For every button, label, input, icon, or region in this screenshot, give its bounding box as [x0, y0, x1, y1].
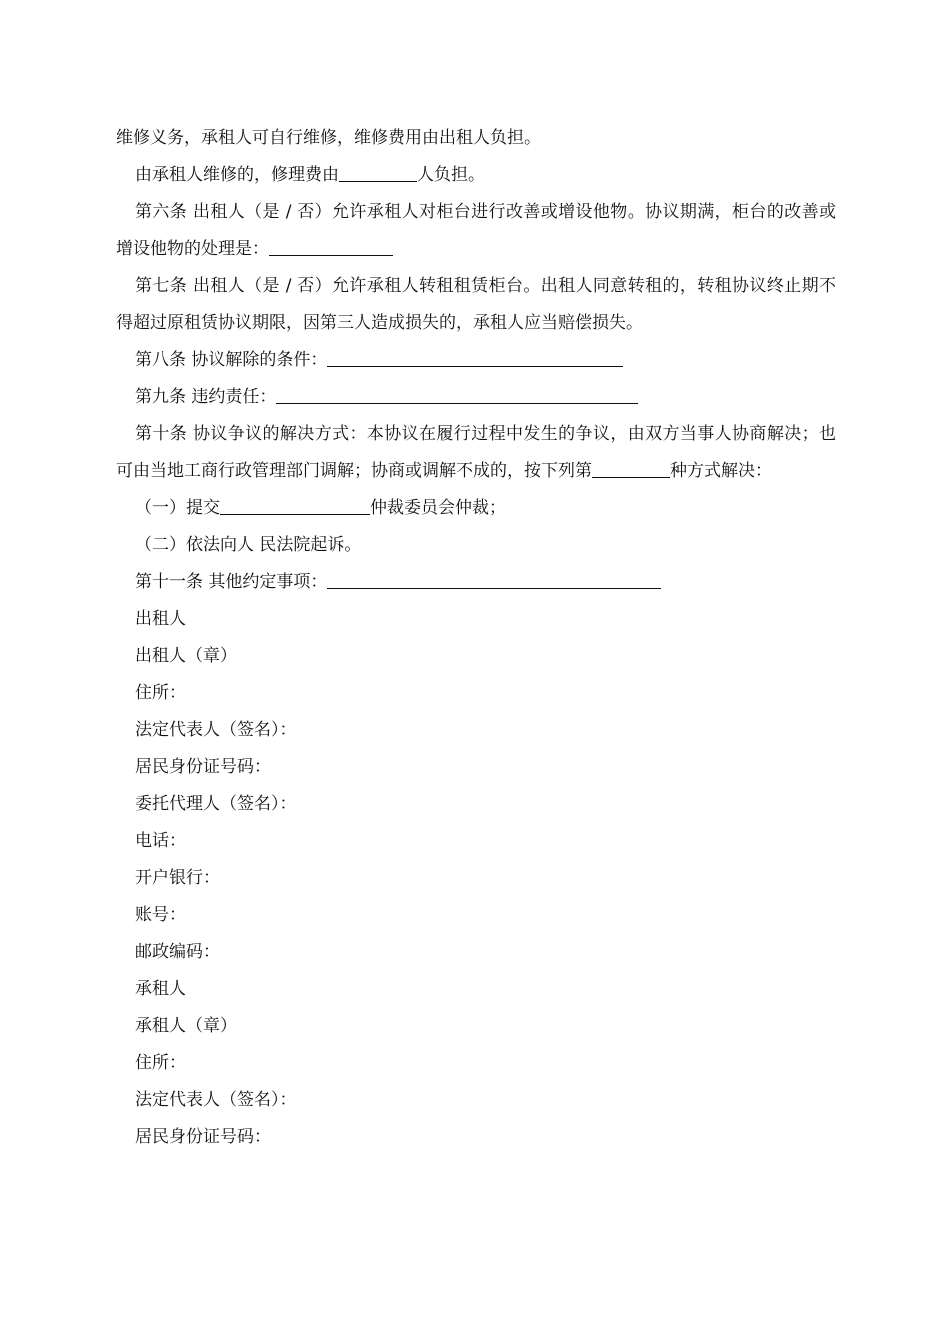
lessee-seal: 承租人（章） [135, 1016, 237, 1036]
article-11-blank [327, 566, 661, 589]
lessee-address: 住所： [135, 1053, 186, 1073]
article-9-blank [276, 381, 638, 404]
lessor-title: 出租人 [135, 609, 186, 629]
option-litigation: （二）依法向人 民法院起诉。 [135, 535, 362, 555]
article-8 [116, 342, 836, 379]
lessor-legal-rep: 法定代表人（签名）： [135, 720, 297, 740]
repair-cost-text-end: 人负担。 [417, 165, 485, 185]
lessor-account: 账号： [135, 905, 186, 925]
article-6-text: 第六条 出租人（是 / 否）允许承租人对柜台进行改善或增设他物。协议期满，柜台的改善或增设他物的处理是： [116, 202, 836, 259]
document-page [116, 120, 836, 1156]
article-6 [116, 194, 836, 268]
article-10-text: 第十条 协议争议的解决方式：本协议在履行过程中发生的争议，由双方当事人协商解决；也可由当地工商行政管理部门调解；协商或调解不成的，按下列第 [116, 424, 836, 481]
article-8-blank [327, 344, 623, 367]
paragraph-repair-cost [116, 157, 836, 194]
article-10 [116, 416, 836, 490]
repair-cost-text: 由承租人维修的，修理费由 [135, 165, 339, 185]
lessor-postcode: 邮政编码： [135, 942, 220, 962]
lessee-legal-rep: 法定代表人（签名）： [135, 1090, 297, 1110]
lessor-id-number: 居民身份证号码： [135, 757, 271, 777]
article-11 [116, 564, 836, 601]
option-arbitration-text: （一）提交 [135, 498, 220, 518]
lessor-phone: 电话： [135, 831, 186, 851]
article-6-blank [269, 233, 393, 256]
article-10-text-end: 种方式解决： [670, 461, 772, 481]
option-arbitration-text-end: 仲裁委员会仲裁； [370, 498, 506, 518]
option-arbitration [116, 490, 836, 527]
arbitration-blank [220, 492, 370, 515]
article-9-text: 第九条 违约责任： [135, 387, 277, 407]
lessor-signature-block [116, 601, 836, 971]
repair-cost-blank [339, 159, 417, 182]
article-11-text: 第十一条 其他约定事项： [135, 572, 328, 592]
paragraph-maintenance: 维修义务，承租人可自行维修，维修费用由出租人负担。 [116, 128, 541, 148]
article-9 [116, 379, 836, 416]
lessor-bank: 开户银行： [135, 868, 220, 888]
article-8-text: 第八条 协议解除的条件： [135, 350, 328, 370]
lessor-address: 住所： [135, 683, 186, 703]
lessee-title: 承租人 [135, 979, 186, 999]
lessee-id-number: 居民身份证号码： [135, 1127, 271, 1147]
article-10-blank [592, 455, 670, 478]
article-7: 第七条 出租人（是 / 否）允许承租人转租租赁柜台。出租人同意转租的，转租协议终止期不得超过原租赁协议期限，因第三人造成损失的，承租人应当赔偿损失。 [116, 276, 836, 333]
lessor-agent: 委托代理人（签名）： [135, 794, 297, 814]
lessor-seal: 出租人（章） [135, 646, 237, 666]
lessee-signature-block [116, 971, 836, 1156]
